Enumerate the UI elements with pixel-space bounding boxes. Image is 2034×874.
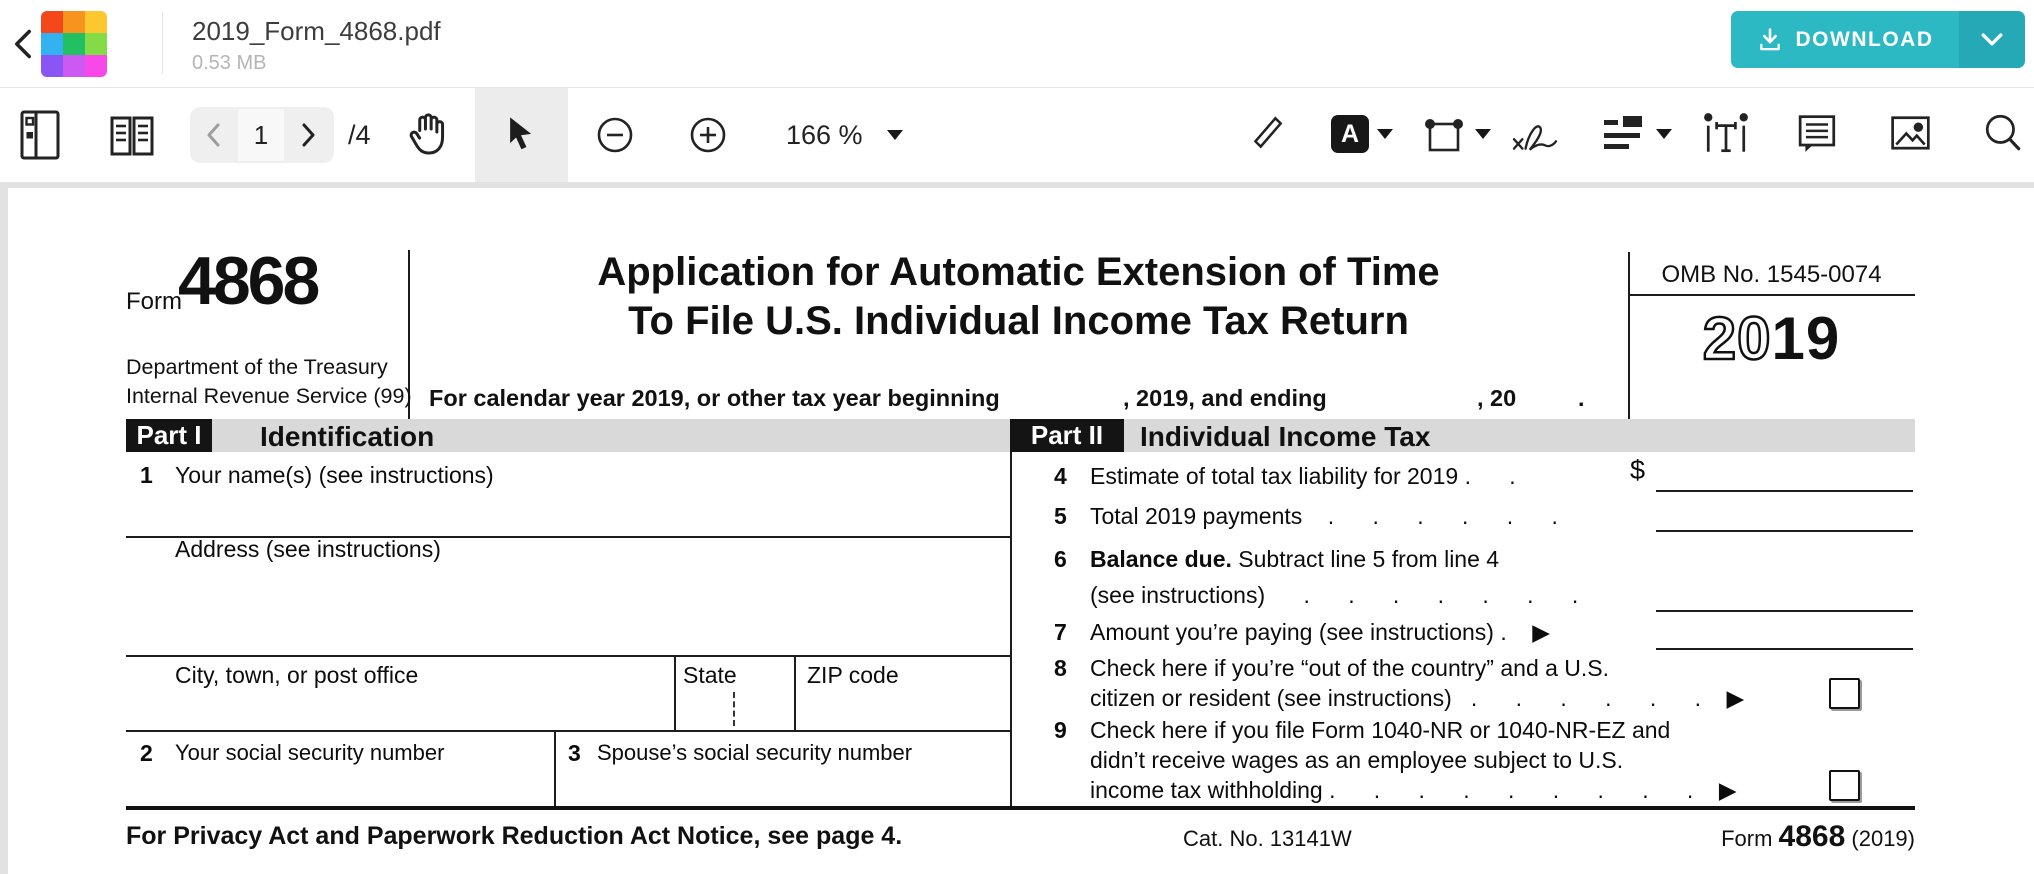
footer-form-year: (2019) (1845, 826, 1915, 851)
app-logo[interactable] (41, 11, 107, 77)
thumbnail-panel-icon (20, 110, 60, 160)
line8-label2: citizen or resident (see instructions) . . . . . . ▶ (1090, 685, 1745, 711)
signature-icon (1508, 114, 1562, 156)
line9-checkbox (1829, 770, 1860, 801)
amount-line-5 (1656, 530, 1913, 532)
footer-form-number (1650, 820, 1915, 854)
dollar-sign: $ (1630, 455, 1646, 485)
text-markup-icon: A (1331, 115, 1369, 153)
markup-list-icon (1602, 115, 1648, 153)
shape-tool-button[interactable] (1420, 112, 1492, 156)
department-line1: Department of the Treasury (126, 355, 388, 379)
footer-form-word: Form (1721, 826, 1779, 851)
city-field-label: City, town, or post office (175, 662, 419, 688)
line6-rest: Subtract line 5 from line 4 (1231, 546, 1500, 572)
back-button[interactable] (12, 28, 38, 60)
cursor-icon (502, 113, 540, 157)
form-word-label: Form (126, 288, 182, 315)
line7-label: Amount you’re paying (see instructions) . ▶ (1090, 619, 1550, 645)
hand-icon (407, 111, 449, 159)
caret-down-icon (1475, 129, 1491, 139)
hand-tool-button[interactable] (406, 110, 450, 160)
zoom-in-icon (689, 116, 727, 154)
line8-number: 8 (1054, 655, 1067, 681)
calendar-year-label: For calendar year 2019, or other tax year beginning (429, 385, 1000, 411)
line8-checkbox (1829, 678, 1860, 709)
line6-label2: (see instructions) . . . . . . . (1090, 582, 1579, 608)
line6-bold: Balance due. (1090, 546, 1232, 572)
form-rule (554, 730, 556, 810)
line2-number: 2 (140, 740, 153, 766)
search-icon (1982, 112, 2024, 154)
search-button[interactable] (1982, 112, 2024, 154)
part2-tab: Part II (1010, 419, 1124, 452)
download-icon (1757, 27, 1783, 53)
part1-bar (126, 419, 1010, 452)
state-field-label: State (683, 662, 737, 688)
text-box-tool-button[interactable] (1702, 112, 1750, 156)
part1-title: Identification (260, 421, 435, 452)
line5-label: Total 2019 payments . . . . . . (1090, 503, 1558, 529)
tax-year-outline: 20 (1702, 305, 1772, 372)
amount-line-6 (1656, 610, 1913, 612)
calendar-period-label: . (1578, 385, 1585, 411)
thumbnail-panel-button[interactable] (20, 110, 60, 160)
omb-number: OMB No. 1545-0074 (1661, 261, 1882, 288)
select-tool-button[interactable] (501, 112, 541, 158)
zoom-in-button[interactable] (689, 116, 727, 154)
part1-tab: Part I (126, 419, 212, 452)
next-page-button[interactable] (292, 117, 326, 153)
chevron-right-icon (301, 122, 317, 148)
text-markup-tool-button[interactable] (1330, 114, 1394, 154)
zoom-level-value: 166 % (786, 119, 863, 150)
calendar-ending-label: , 2019, and ending (1123, 385, 1327, 411)
download-label: DOWNLOAD (1795, 27, 1934, 51)
line6-number: 6 (1054, 546, 1067, 572)
markup-list-tool-button[interactable] (1602, 114, 1672, 154)
previous-page-button[interactable] (196, 117, 230, 153)
department-line2: Internal Revenue Service (99) (126, 384, 412, 408)
line9-label2: didn’t receive wages as an employee subject to U.S. (1090, 747, 1624, 773)
download-split-button (1731, 11, 2025, 68)
form-rule (126, 730, 1012, 732)
state-dashed-rule (733, 692, 735, 726)
form-number: 4868 (178, 243, 318, 319)
document-filesize: 0.53 MB (192, 52, 267, 74)
spouse-ssn-field-label: Spouse’s social security number (597, 740, 913, 765)
shape-icon (1421, 113, 1467, 155)
part2-title: Individual Income Tax (1140, 421, 1431, 452)
name-field-label: Your name(s) (see instructions) (175, 462, 494, 488)
line4-label: Estimate of total tax liability for 2019 . . (1090, 463, 1516, 489)
footer-form-num: 4868 (1778, 820, 1846, 853)
line5-number: 5 (1054, 503, 1067, 529)
form-title-line2: To File U.S. Individual Income Tax Return (628, 299, 1409, 343)
pen-icon (1248, 113, 1286, 155)
privacy-notice: For Privacy Act and Paperwork Reduction Act Notice, see page 4. (126, 822, 903, 850)
reading-view-icon (109, 113, 155, 159)
caret-down-icon (887, 130, 903, 140)
chevron-left-icon (205, 122, 221, 148)
line7-number: 7 (1054, 619, 1067, 645)
amount-line-4 (1656, 490, 1913, 492)
download-options-button[interactable] (1959, 11, 2025, 68)
caret-down-icon (1377, 129, 1393, 139)
header-divider (162, 12, 163, 74)
chevron-down-icon (1981, 32, 2003, 48)
form-thick-rule (126, 806, 1915, 810)
text-box-icon (1702, 112, 1750, 156)
form-rule (794, 655, 796, 730)
form-rule (126, 655, 1012, 657)
line9-number: 9 (1054, 717, 1067, 743)
zoom-level-dropdown[interactable] (786, 118, 903, 152)
comment-tool-button[interactable] (1797, 114, 1839, 154)
line4-number: 4 (1054, 463, 1067, 489)
page-number-field[interactable]: 1 (238, 109, 284, 161)
header-bar (0, 0, 2034, 88)
page-total-label: /4 (348, 120, 371, 150)
line9-label1: Check here if you file Form 1040-NR or 1040-NR-EZ and (1090, 717, 1671, 743)
caret-down-icon (1656, 129, 1672, 139)
line3-number: 3 (568, 740, 581, 766)
line9-label3: income tax withholding . . . . . . . . . ▶ (1090, 777, 1737, 803)
zoom-out-icon (596, 116, 634, 154)
document-title: 2019_Form_4868.pdf (192, 16, 441, 46)
pen-tool-button[interactable] (1247, 112, 1287, 156)
image-icon (1890, 115, 1932, 153)
signature-tool-button[interactable] (1508, 114, 1562, 156)
reading-view-button[interactable] (109, 113, 155, 159)
line8-label1: Check here if you’re “out of the country” and a U.S. (1090, 655, 1610, 681)
column-divider (1010, 452, 1012, 810)
zoom-out-button[interactable] (596, 116, 634, 154)
form-rule (674, 655, 676, 730)
tax-year (1628, 304, 1915, 373)
amount-line-7 (1656, 648, 1913, 650)
line6-label (1090, 546, 1499, 573)
tax-year-solid: 19 (1771, 305, 1841, 372)
line1-number: 1 (140, 462, 153, 488)
address-field-label: Address (see instructions) (175, 536, 441, 562)
ssn-field-label: Your social security number (175, 740, 445, 765)
catalog-number: Cat. No. 13141W (1183, 826, 1352, 851)
comment-icon (1797, 114, 1839, 154)
zip-field-label: ZIP code (807, 662, 899, 688)
form-title-line1: Application for Automatic Extension of Time (597, 250, 1440, 294)
download-button[interactable] (1731, 11, 1959, 68)
calendar-20-label: , 20 (1477, 385, 1517, 411)
form-rule (1628, 294, 1915, 296)
toolbar (0, 88, 2034, 182)
image-tool-button[interactable] (1890, 115, 1932, 153)
